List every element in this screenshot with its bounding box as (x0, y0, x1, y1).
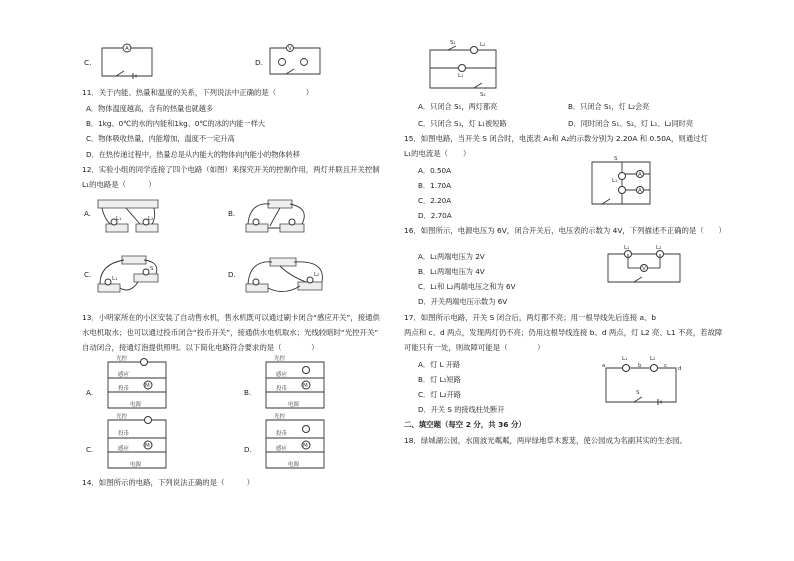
option-d-label: D. (255, 58, 264, 67)
q11-option-a: A．物体温度越高，含有的热量也就越多 (86, 104, 214, 113)
q13-d-sense-text: 感应 (276, 446, 288, 452)
right-option-a: A．只闭合 S₁，两灯都亮 (418, 102, 498, 111)
q13-b-label: B. (244, 388, 252, 397)
q16-stem: 16．如图所示，电源电压为 6V，闭合开关后，电压表的示数为 4V，下列描述不正确的是（ ） (404, 226, 726, 235)
svg-text:S₁: S₁ (450, 40, 456, 46)
svg-text:S: S (614, 156, 618, 162)
q13-a-label: A. (86, 388, 94, 397)
q16-circuit-diagram (604, 244, 686, 288)
svg-text:L₂: L₂ (314, 272, 320, 278)
q11-option-b: B．1kg、0℃的水的内能和1kg、0℃的冰的内能一样大 (86, 119, 266, 128)
q15-stem-line2: L₁的电流是（ ） (404, 149, 471, 158)
svg-text:d: d (678, 366, 682, 372)
q12-circuit-d (240, 252, 336, 300)
q13-d-power-text: 电源 (288, 462, 300, 468)
q13-c-power-text: 电源 (130, 462, 142, 468)
q13-b-sense-text: 感应 (276, 372, 288, 378)
q17-circuit-diagram (600, 354, 686, 410)
circuit-d-diagram (268, 40, 323, 80)
q11-option-c: C．物体吸收热量，内能增加，温度不一定升高 (86, 134, 235, 143)
svg-text:L₂: L₂ (650, 356, 656, 362)
q13-c-light-text: 光控 (116, 414, 128, 420)
svg-text:A: A (638, 172, 642, 178)
right-option-d: D．同时闭合 S₁、S₂，灯 L₁、L₂同时亮 (568, 119, 694, 128)
q16-option-b: B．L₁两端电压为 4V (418, 267, 485, 276)
q13-circuit-d (262, 412, 332, 474)
q13-b-power-text: 电源 (288, 402, 300, 408)
svg-text:L₂: L₂ (656, 245, 662, 251)
q18-stem: 18．绿城湖公园，水面波光粼粼，两岸绿地草木葱茏，使公园成为名副其实的生态园。 (404, 436, 687, 445)
q13-stem-line1: 13．小明家所在的小区安装了自动售水机，售水机既可以通过刷卡闭合“感应开关”，接通供 (82, 313, 380, 322)
svg-text:S: S (150, 266, 154, 272)
q12-circuit-b (240, 192, 320, 240)
q16-option-c: C．L₁和 L₂两端电压之和为 6V (418, 282, 516, 291)
q12-circuit-c (94, 250, 174, 302)
q13-c-coin-text: 投币 (118, 431, 130, 437)
q13-c-label: C. (86, 445, 94, 454)
right-option-c: C．只闭合 S₁，灯 L₁被短路 (418, 119, 507, 128)
q13-c-sense-text: 感应 (118, 446, 130, 452)
q15-option-b: B．1.70A (418, 181, 452, 190)
q15-circuit-diagram (588, 156, 660, 210)
q13-d-label: D. (244, 445, 252, 454)
svg-text:c: c (664, 363, 668, 369)
svg-text:M: M (303, 443, 308, 449)
q11-stem: 11．关于内能、热量和温度的关系，下列说法中正确的是（ ） (82, 88, 314, 97)
q16-option-d: D．开关两端电压示数为 6V (418, 297, 508, 306)
svg-text:b: b (638, 363, 642, 369)
q15-option-c: C．2.20A (418, 196, 452, 205)
svg-text:L₁: L₁ (624, 245, 630, 251)
q15-stem-line1: 15．如图电路，当开关 S 闭合时，电流表 A₁和 A₂的示数分别为 2.20A 和 0.50A，则通过灯 (404, 134, 708, 143)
q12-stem-line2: L₁的电路是（ ） (82, 180, 156, 189)
q13-b-coin-text: 投币 (276, 386, 288, 392)
q17-option-d: D．开关 S 的接线柱处断开 (418, 405, 505, 414)
q13-circuit-a (104, 356, 174, 414)
q13-circuit-c (104, 412, 174, 474)
svg-text:S₂: S₂ (480, 92, 486, 98)
q13-a-power-text: 电源 (130, 402, 142, 408)
svg-text:L₁: L₁ (458, 73, 464, 79)
q13-d-light-text: 光控 (274, 414, 286, 420)
svg-text:M: M (145, 443, 150, 449)
q13-a-sense-text: 感应 (118, 372, 130, 378)
q13-d-coin-text: 投币 (276, 431, 288, 437)
svg-text:L₁: L₁ (116, 216, 122, 222)
svg-text:L₂: L₂ (148, 216, 154, 222)
svg-text:L₁: L₁ (622, 356, 628, 362)
q12-d-label: D. (228, 270, 236, 279)
q15-option-a: A．0.50A (418, 166, 452, 175)
q13-stem-line3: 自动闭合，接通灯泡提供照明。以下简化电路符合要求的是（ ） (82, 343, 319, 352)
circuit-c-diagram (100, 40, 155, 80)
q17-option-a: A．灯 L 开路 (418, 360, 461, 369)
svg-text:S: S (636, 390, 640, 396)
svg-text:A: A (638, 188, 642, 194)
svg-text:L₂: L₂ (480, 42, 486, 48)
q12-a-label: A. (84, 209, 92, 218)
q12-circuit-a (96, 194, 176, 240)
svg-text:L₁: L₁ (112, 276, 118, 282)
q12-c-label: C. (84, 270, 92, 279)
svg-text:V: V (288, 46, 292, 52)
section2-title: 二、填空题（每空 2 分，共 36 分） (404, 420, 526, 429)
q17-option-c: C．灯 L₂开路 (418, 390, 461, 399)
svg-text:A: A (125, 46, 129, 52)
q14-circuit-diagram (426, 40, 506, 98)
q11-option-d: D．在热传递过程中，热量总是从内能大的物体向内能小的物体转移 (86, 150, 300, 159)
svg-text:M: M (145, 383, 150, 389)
svg-text:L₁: L₁ (612, 178, 618, 184)
q15-option-d: D．2.70A (418, 211, 452, 220)
q14-stem: 14．如图所示的电路，下列说法正确的是（ ） (82, 478, 255, 487)
q13-a-light-text: 光控 (116, 356, 128, 362)
right-option-b: B．只闭合 S₁，灯 L₂会亮 (568, 102, 650, 111)
q13-b-light-text: 光控 (274, 356, 286, 362)
q17-option-b: B．灯 L₁短路 (418, 375, 461, 384)
q13-stem-line2: 水电机取水；也可以通过投币闭合“投币开关”，接通供水电机取水；光线较暗时“光控开关” (82, 328, 379, 337)
svg-text:a: a (602, 363, 606, 369)
q13-circuit-b (262, 356, 332, 414)
q17-stem-line1: 17．如图所示电路，开关 S 闭合后，两灯都不亮；用一根导线先后连接 a、b (404, 313, 657, 322)
q17-stem-line2: 两点和 c、d 两点，发现两灯仍不亮；仍用这根导线连接 b、d 两点，灯 L2 亮、L1 不亮，若故障 (404, 328, 723, 337)
q16-option-a: A．L₁两端电压为 2V (418, 252, 485, 261)
q12-b-label: B. (228, 209, 236, 218)
q17-stem-line3: 可能只有一处，则故障可能是（ ） (404, 343, 545, 352)
svg-text:M: M (303, 383, 308, 389)
option-c-label: C. (84, 58, 92, 67)
q13-a-coin-text: 投币 (118, 386, 130, 392)
svg-text:V: V (642, 266, 646, 272)
q12-stem-line1: 12．实验小组的同学连接了四个电路（如图）来探究开关的控制作用，两灯并联且开关控制 (82, 165, 380, 174)
